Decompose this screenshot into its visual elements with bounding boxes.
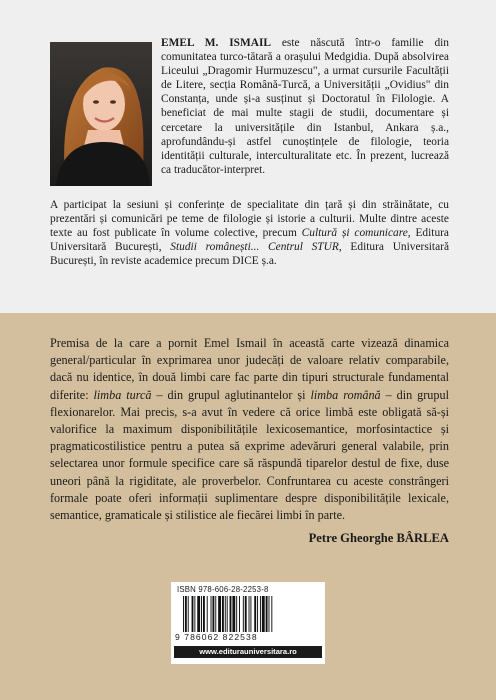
barcode-digits: 9 786062 822538: [175, 632, 258, 642]
author-photo: [50, 42, 152, 186]
author-bio-paragraph: [161, 36, 449, 177]
review-italic-term: limba turcă: [93, 387, 152, 402]
bio-text: , Editura Universitară București, în reviste academice precum DICE ș.a.: [50, 241, 449, 268]
bio-text: , Editura Universitară București,: [50, 227, 449, 254]
author-section: [0, 0, 496, 313]
review-text: Premisa de la care a pornit Emel Ismail în această carte vizează dinamica general/particular în exprimarea unor judecăți de valoare relativ comparabile, dacă nu identice, în două limbi care fac parte din tipuri structurale fundamental diferite:: [50, 336, 449, 402]
isbn-label: ISBN 978-606-28-2253-8: [177, 585, 269, 594]
bio-italic-title: Cultură și comunicare: [301, 227, 408, 240]
review-paragraph: [50, 335, 449, 524]
author-bio-text: este născută într-o familie din comunitatea turco-tătară a orașului Medgidia. După absolvirea Liceului „Dragomir Hurmuzescu", a urmat cursurile Facultății de Litere, secția Română-Turcă, a Universității „Ovidius" din Constanța, unde și-a susținut și Doctoratul în Filologie. A beneficiat de mai multe stagii de studii, documentare și cercetare la universitățile din Istanbul, Ankara ș.a., aprofundându-și astfel cunoștințele de filologie, teoria identității culturale, interculturalitate etc. În prezent, lucrează ca traducător-interpret.: [161, 37, 450, 176]
review-text: – din grupul aglutinantelor și: [151, 387, 311, 402]
bio-text: A participat la sesiuni și conferințe de specialitate din țară și din străinătate, cu prezentări și comunicări pe teme de filologie și istorie a culturii. Multe dintre aceste texte au fost publicate în volume colective, precum: [50, 199, 449, 240]
barcode-graphic: [177, 596, 319, 632]
author-bio-continuation: [50, 198, 449, 268]
review-text: – din grupul flexionarelor. Mai precis, s-a avut în vedere că orice limbă este obligată să-și valorifice la maximum disponibilitățile lexicosemantice, morfosintactice și pragmaticostilistice pentru a putea să exprime adevăruri general valabile, prin selectarea unor formule specifice care să răspundă tiparelor destul de fixe, duse uneori până la rigiditate, ale proverbelor. Confruntarea cu aceste constrângeri formale poate oferi informații suplimentare despre disponibilitățile lexicale, semantice, gramaticale și stilistice ale fiecărei limbi în parte.: [50, 387, 449, 523]
author-name: EMEL M. ISMAIL: [161, 37, 271, 49]
isbn-barcode-box: [171, 582, 325, 664]
review-italic-term: limba română: [310, 387, 381, 402]
publisher-website: www.editurauniversitara.ro: [174, 646, 322, 658]
reviewer-signature: Petre Gheorghe BÂRLEA: [308, 531, 449, 545]
bio-italic-title: Studii românești... Centrul STUR: [170, 241, 339, 254]
